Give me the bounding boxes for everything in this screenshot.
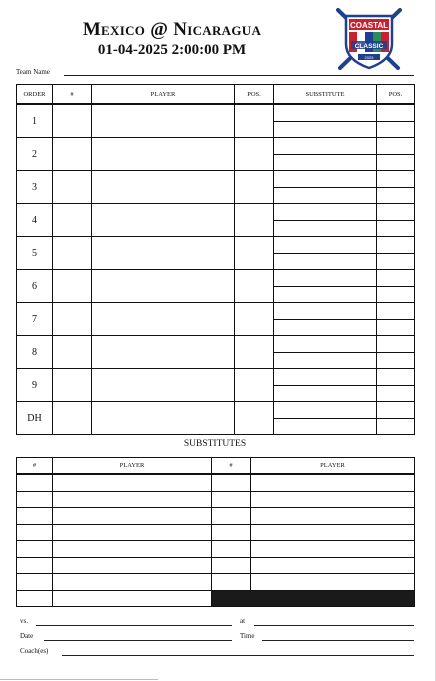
substitute-position-cell-slot[interactable] xyxy=(377,188,414,204)
substitute-position-cell-slot[interactable] xyxy=(377,402,414,419)
substitute-cell-slot[interactable] xyxy=(274,254,376,270)
sub-player-cell-right[interactable] xyxy=(251,557,415,574)
lineup-row xyxy=(17,270,415,303)
jersey-number-cell[interactable] xyxy=(53,204,92,237)
substitute-header: SUBSTITUTE xyxy=(274,85,377,105)
sub-number-cell-right[interactable] xyxy=(212,557,251,574)
sub-number-cell-right[interactable] xyxy=(212,491,251,508)
substitute-position-cell-slot[interactable] xyxy=(377,303,414,320)
vs-line[interactable] xyxy=(36,625,232,626)
sub-number-header-right: # xyxy=(212,458,251,475)
date-label: Date xyxy=(20,632,34,640)
substitute-cell-slot[interactable] xyxy=(274,386,376,402)
sub-player-header-right: PLAYER xyxy=(251,458,415,475)
sub-number-cell-left[interactable] xyxy=(17,541,53,558)
position-cell[interactable] xyxy=(235,204,274,237)
logo-top-text: COASTAL xyxy=(349,21,389,30)
substitute-cell-slot[interactable] xyxy=(274,320,376,336)
player-name-cell[interactable] xyxy=(92,402,235,435)
player-name-cell[interactable] xyxy=(92,171,235,204)
substitute-row xyxy=(17,474,415,491)
sub-player-cell-left[interactable] xyxy=(53,524,212,541)
player-name-cell[interactable] xyxy=(92,369,235,402)
substitute-row xyxy=(17,541,415,558)
sub-number-cell-left[interactable] xyxy=(17,524,53,541)
substitute-cell-slot[interactable] xyxy=(274,204,376,221)
substitute-position-cell-slot[interactable] xyxy=(377,270,414,287)
substitute-position-cell-slot[interactable] xyxy=(377,221,414,237)
substitute-cell-slot[interactable] xyxy=(274,287,376,303)
coaches-line[interactable] xyxy=(62,655,414,656)
substitute-cell xyxy=(274,369,377,402)
sub-number-cell-left[interactable] xyxy=(17,508,53,525)
sub-player-header-left: PLAYER xyxy=(53,458,212,475)
substitute-position-cell-slot[interactable] xyxy=(377,254,414,270)
substitute-position-cell-slot[interactable] xyxy=(377,336,414,353)
substitute-position-cell-slot[interactable] xyxy=(377,138,414,155)
substitute-position-cell xyxy=(377,270,415,303)
jersey-number-cell[interactable] xyxy=(53,402,92,435)
position-cell[interactable] xyxy=(235,270,274,303)
batting-order: 6 xyxy=(17,270,53,303)
sub-player-cell-left[interactable] xyxy=(53,508,212,525)
sub-number-cell-left[interactable] xyxy=(17,474,53,491)
team-name-label: Team Name xyxy=(16,68,50,76)
substitutes-header-row xyxy=(17,458,415,475)
time-label: Time xyxy=(240,632,255,640)
position-cell[interactable] xyxy=(235,303,274,336)
substitute-cell-slot[interactable] xyxy=(274,138,376,155)
player-header: PLAYER xyxy=(92,85,235,105)
substitute-position-cell-slot[interactable] xyxy=(377,122,414,138)
sub-player-cell-right[interactable] xyxy=(251,491,415,508)
vs-label: vs. xyxy=(20,617,28,625)
jersey-number-cell[interactable] xyxy=(53,336,92,369)
player-name-cell[interactable] xyxy=(92,138,235,171)
substitute-row xyxy=(17,524,415,541)
position-cell[interactable] xyxy=(235,104,274,138)
batting-order: 8 xyxy=(17,336,53,369)
lineup-header-row xyxy=(17,85,415,105)
substitute-cell xyxy=(274,270,377,303)
number-header: # xyxy=(53,85,92,105)
logo-subtitle-text: 2025 xyxy=(364,55,374,60)
sub-number-header-left: # xyxy=(17,458,53,475)
substitute-row xyxy=(17,590,415,607)
batting-order: 1 xyxy=(17,104,53,138)
substitute-position-cell xyxy=(377,138,415,171)
sub-player-cell-left[interactable] xyxy=(53,491,212,508)
substitute-position-cell xyxy=(377,104,415,138)
player-name-cell[interactable] xyxy=(92,270,235,303)
substitute-cell-slot[interactable] xyxy=(274,105,376,122)
substitute-cell-slot[interactable] xyxy=(274,188,376,204)
team-name-line[interactable] xyxy=(64,75,414,76)
sub-player-cell-left[interactable] xyxy=(53,557,212,574)
substitute-cell xyxy=(274,336,377,369)
substitute-position-cell xyxy=(377,237,415,270)
substitute-position-cell xyxy=(377,369,415,402)
order-header: ORDER xyxy=(17,85,53,105)
sub-player-cell-left[interactable] xyxy=(53,541,212,558)
position-cell[interactable] xyxy=(235,237,274,270)
substitute-position-cell xyxy=(377,402,415,435)
batting-order: 4 xyxy=(17,204,53,237)
jersey-number-cell[interactable] xyxy=(53,303,92,336)
substitute-cell-slot[interactable] xyxy=(274,336,376,353)
substitutes-table xyxy=(16,457,415,607)
filled-black-cell xyxy=(212,590,415,607)
jersey-number-cell[interactable] xyxy=(53,171,92,204)
logo-bottom-text: CLASSIC xyxy=(354,43,384,50)
sub-player-cell-left[interactable] xyxy=(53,590,212,607)
sub-number-cell-right[interactable] xyxy=(212,574,251,591)
lineup-row xyxy=(17,303,415,336)
substitutes-title: SUBSTITUTES xyxy=(183,439,247,449)
position-cell[interactable] xyxy=(235,171,274,204)
sub-number-cell-left[interactable] xyxy=(17,557,53,574)
lineup-row xyxy=(17,402,415,435)
substitute-position-cell-slot[interactable] xyxy=(377,386,414,402)
game-title: Mexico @ Nicaragua xyxy=(82,19,262,40)
jersey-number-cell[interactable] xyxy=(53,369,92,402)
sub-number-cell-left[interactable] xyxy=(17,574,53,591)
substitute-row xyxy=(17,557,415,574)
sub-number-cell-right[interactable] xyxy=(212,508,251,525)
coaches-label: Coach(es) xyxy=(20,647,49,655)
sub-number-cell-right[interactable] xyxy=(212,524,251,541)
jersey-number-cell[interactable] xyxy=(53,270,92,303)
game-datetime: 01-04-2025 2:00:00 PM xyxy=(97,42,247,58)
sub-player-cell-right[interactable] xyxy=(251,524,415,541)
substitute-cell-slot[interactable] xyxy=(274,155,376,171)
batting-order: 3 xyxy=(17,171,53,204)
substitute-cell xyxy=(274,237,377,270)
lineup-table xyxy=(16,84,415,435)
sub-number-cell-right[interactable] xyxy=(212,541,251,558)
substitute-position-cell-slot[interactable] xyxy=(377,287,414,303)
player-name-cell[interactable] xyxy=(92,104,235,138)
player-name-cell[interactable] xyxy=(92,204,235,237)
batting-order: 7 xyxy=(17,303,53,336)
position-cell[interactable] xyxy=(235,402,274,435)
lineup-row xyxy=(17,369,415,402)
substitute-position-cell-slot[interactable] xyxy=(377,353,414,369)
substitute-cell xyxy=(274,303,377,336)
lineup-row xyxy=(17,237,415,270)
lineup-row xyxy=(17,104,415,138)
substitute-cell-slot[interactable] xyxy=(274,419,376,435)
substitute-cell-slot[interactable] xyxy=(274,122,376,138)
substitute-row xyxy=(17,508,415,525)
substitute-cell-slot[interactable] xyxy=(274,237,376,254)
player-name-cell[interactable] xyxy=(92,303,235,336)
substitute-cell-slot[interactable] xyxy=(274,221,376,237)
substitute-position-cell-slot[interactable] xyxy=(377,155,414,171)
substitute-cell xyxy=(274,138,377,171)
sub-number-cell-right[interactable] xyxy=(212,474,251,491)
at-line[interactable] xyxy=(254,625,414,626)
substitute-position-cell xyxy=(377,303,415,336)
lineup-row xyxy=(17,204,415,237)
jersey-number-cell[interactable] xyxy=(53,138,92,171)
substitute-position-cell-slot[interactable] xyxy=(377,320,414,336)
sub-number-cell-left[interactable] xyxy=(17,590,53,607)
sub-player-cell-left[interactable] xyxy=(53,474,212,491)
substitute-cell-slot[interactable] xyxy=(274,369,376,386)
substitute-position-cell-slot[interactable] xyxy=(377,237,414,254)
position-cell[interactable] xyxy=(235,336,274,369)
substitute-cell xyxy=(274,402,377,435)
jersey-number-cell[interactable] xyxy=(53,104,92,138)
substitute-cell-slot[interactable] xyxy=(274,171,376,188)
sub-player-cell-right[interactable] xyxy=(251,474,415,491)
batting-order: 2 xyxy=(17,138,53,171)
substitute-position-cell-slot[interactable] xyxy=(377,105,414,122)
at-label: at xyxy=(240,617,246,625)
substitute-position-cell-slot[interactable] xyxy=(377,171,414,188)
sub-number-cell-left[interactable] xyxy=(17,491,53,508)
sub-player-cell-right[interactable] xyxy=(251,541,415,558)
position-header: POS. xyxy=(235,85,274,105)
substitute-position-cell-slot[interactable] xyxy=(377,419,414,435)
jersey-number-cell[interactable] xyxy=(53,237,92,270)
substitute-position-cell-slot[interactable] xyxy=(377,204,414,221)
sub-player-cell-left[interactable] xyxy=(53,574,212,591)
date-line[interactable] xyxy=(44,640,232,641)
coastal-classic-logo xyxy=(332,6,406,72)
substitute-cell-slot[interactable] xyxy=(274,353,376,369)
substitute-row xyxy=(17,574,415,591)
time-line[interactable] xyxy=(262,640,414,641)
substitute-position-cell xyxy=(377,204,415,237)
page-bottom-rule xyxy=(0,679,158,680)
batting-order: DH xyxy=(17,402,53,435)
sub-player-cell-right[interactable] xyxy=(251,574,415,591)
sub-player-cell-right[interactable] xyxy=(251,508,415,525)
substitute-position-cell xyxy=(377,336,415,369)
substitute-row xyxy=(17,491,415,508)
lineup-row xyxy=(17,336,415,369)
substitute-cell-slot[interactable] xyxy=(274,270,376,287)
substitute-cell xyxy=(274,171,377,204)
lineup-row xyxy=(17,171,415,204)
substitute-position-cell xyxy=(377,171,415,204)
substitute-position-cell-slot[interactable] xyxy=(377,369,414,386)
lineup-row xyxy=(17,138,415,171)
position-cell[interactable] xyxy=(235,138,274,171)
sub-position-header: POS. xyxy=(377,85,415,105)
substitute-cell xyxy=(274,104,377,138)
batting-order: 5 xyxy=(17,237,53,270)
batting-order: 9 xyxy=(17,369,53,402)
substitute-cell-slot[interactable] xyxy=(274,402,376,419)
substitute-cell xyxy=(274,204,377,237)
position-cell[interactable] xyxy=(235,369,274,402)
player-name-cell[interactable] xyxy=(92,336,235,369)
substitute-cell-slot[interactable] xyxy=(274,303,376,320)
player-name-cell[interactable] xyxy=(92,237,235,270)
